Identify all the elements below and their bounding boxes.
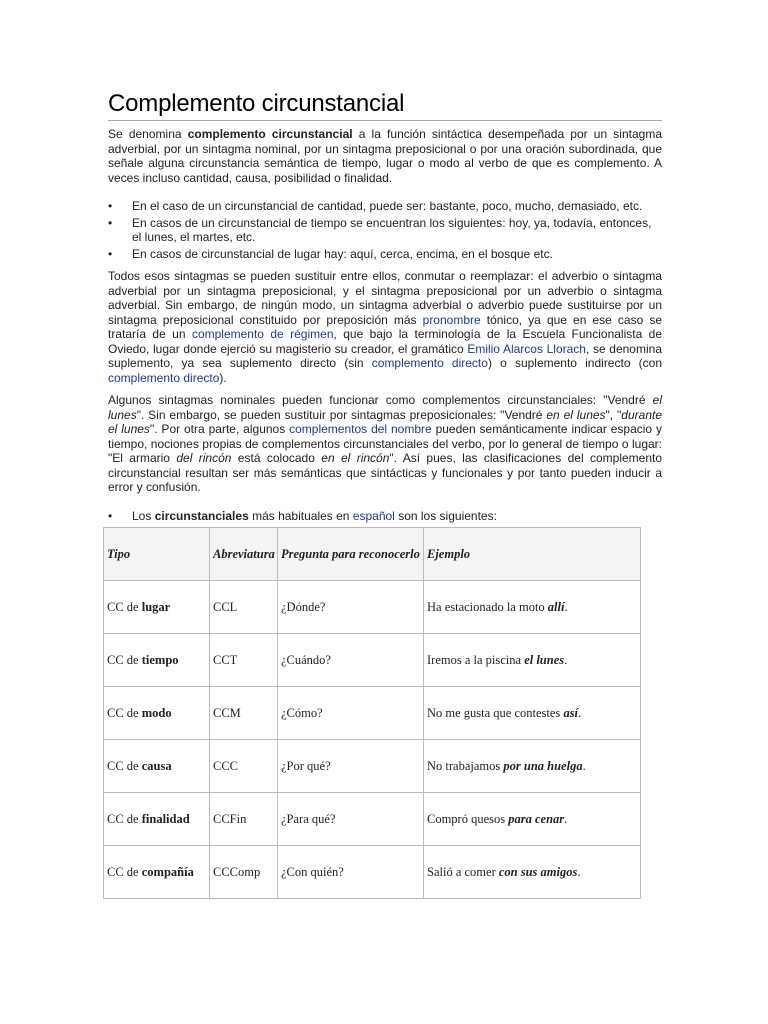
- tipo-name: compañía: [141, 864, 194, 879]
- intro-bold-term: complemento circunstancial: [187, 127, 353, 141]
- intro-paragraph: [108, 127, 662, 185]
- header-tipo: Tipo: [104, 528, 210, 581]
- para3-text: Algunos sintagmas nominales pueden funcionar como complementos circunstanciales: "Vendré: [108, 393, 653, 407]
- table-row: [104, 793, 641, 846]
- para3-italic: en el rincón: [321, 451, 390, 465]
- table-row: [104, 740, 641, 793]
- cell-tipo: [104, 634, 210, 687]
- bullet-bold: circunstanciales: [154, 508, 249, 523]
- header-abreviatura: Abreviatura: [210, 528, 278, 581]
- table-row: [104, 846, 641, 899]
- example-text: Salió a comer: [427, 864, 499, 879]
- table-header-row: [104, 528, 641, 581]
- example-highlight: allí: [547, 599, 565, 614]
- example-text: No me gusta que contestes: [427, 705, 564, 720]
- example-end: .: [564, 652, 568, 667]
- link-complemento-directo[interactable]: complemento directo: [371, 356, 488, 370]
- link-complemento-regimen[interactable]: complemento de régimen: [191, 327, 334, 341]
- tipo-prefix: CC de: [107, 705, 142, 720]
- table-row: [104, 687, 641, 740]
- para3-text: ", ": [605, 407, 622, 422]
- list-item: • En casos de un circunstancial de tiempo se encuentran los siguientes: hoy, ya, todavía, entonces, el lunes, el martes, etc.: [108, 216, 662, 245]
- table-row: [104, 634, 641, 687]
- example-text: No trabajamos: [427, 758, 504, 773]
- cell-example: [424, 687, 641, 740]
- para3-italic: del rincón: [176, 451, 232, 465]
- nominal-phrases-paragraph: [108, 393, 662, 495]
- bullet-text: son los siguientes:: [394, 508, 497, 523]
- cell-example: [424, 740, 641, 793]
- para3-text: ". Así pues, las clasificaciones del complemento circunstancial resultan ser más semánticas que sintácticas y funcionales y por tanto pueden inducir a error y confusión.: [108, 451, 663, 494]
- cell-question: ¿Cómo?: [278, 687, 424, 740]
- list-item: • En casos de circunstancial de lugar hay: aquí, cerca, encima, en el bosque etc.: [108, 247, 662, 262]
- example-end: .: [564, 599, 568, 614]
- substitution-paragraph: [108, 269, 662, 385]
- cell-abbr: CCT: [210, 634, 278, 687]
- cell-tipo: [104, 581, 210, 634]
- list-item: [108, 509, 662, 524]
- example-end: .: [564, 811, 568, 826]
- cell-question: ¿Para qué?: [278, 793, 424, 846]
- page-title: Complemento circunstancial: [108, 90, 662, 121]
- para3-text: ". Por otra parte, algunos: [149, 422, 290, 436]
- bullet-text: más habituales en: [248, 508, 353, 523]
- example-highlight: con sus amigos: [498, 864, 578, 879]
- para3-italic: el lunes: [108, 393, 662, 422]
- circumstantial-table: [103, 527, 641, 899]
- intro-text-1: Se denomina: [108, 127, 188, 141]
- tipo-name: causa: [141, 758, 172, 773]
- para2-text: ).: [219, 370, 227, 385]
- tipo-prefix: CC de: [107, 599, 142, 614]
- para2-text: , que bajo la terminología de la Escuela Funcionalista de Oviedo, lugar donde ejerció su magisterio su creador, el gramático: [108, 327, 663, 356]
- cell-example: [424, 846, 641, 899]
- example-highlight: el lunes: [524, 652, 565, 667]
- cell-abbr: CCM: [210, 687, 278, 740]
- header-ejemplo: Ejemplo: [424, 528, 641, 581]
- cell-tipo: [104, 793, 210, 846]
- tipo-name: finalidad: [141, 811, 190, 826]
- cell-question: ¿Cuándo?: [278, 634, 424, 687]
- link-espanol[interactable]: español: [352, 508, 395, 523]
- cell-abbr: CCFin: [210, 793, 278, 846]
- link-emilio-alarcos-llorach[interactable]: Emilio Alarcos Llorach: [467, 341, 586, 356]
- examples-list: [108, 199, 662, 261]
- example-highlight: para cenar: [508, 811, 565, 826]
- para2-text: tónico, ya que en ese caso se trataría de un: [108, 312, 662, 341]
- tipo-name: lugar: [141, 599, 171, 614]
- tipo-name: tiempo: [141, 652, 179, 667]
- intro-text-2: a la función sintáctica desempeñada por un sintagma adverbial, por un sintagma nominal, por un sintagma preposicional o por una oración subordinada, que señale alguna circunstancia semántica de tiempo, lugar o modo al verbo de que es complemento. A veces incluso cantidad, causa, posibilidad o finalidad.: [108, 127, 662, 185]
- cell-question: ¿Por qué?: [278, 740, 424, 793]
- cell-question: ¿Dónde?: [278, 581, 424, 634]
- para3-text: pueden semánticamente indicar espacio y tiempo, nociones propias de complementos circunstanciales del verbo, por lo general de tiempo o lugar: "El armario: [108, 422, 662, 465]
- link-pronombre[interactable]: pronombre: [422, 312, 481, 327]
- example-end: .: [578, 705, 582, 720]
- para2-text: Todos esos sintagmas se pueden sustituir entre ellos, conmutar o reemplazar: el adverbio o sintagma adverbial por un sintagma preposicional, y el sintagma preposicional por un adverbio o sintagma adverbial. Sin embargo, de ningún modo, un sintagma adverbial o adverbio puede sustituirse por un sintagma preposicional constituido por preposición más: [108, 269, 662, 327]
- cell-question: ¿Con quién?: [278, 846, 424, 899]
- example-text: Ha estacionado la moto: [427, 599, 548, 614]
- list-item: • En el caso de un circunstancial de cantidad, puede ser: bastante, poco, mucho, demasiado, etc.: [108, 199, 662, 214]
- table-row: [104, 581, 641, 634]
- bullet-text: Los: [132, 508, 155, 523]
- document-page: [108, 90, 662, 899]
- example-end: .: [582, 758, 586, 773]
- cell-abbr: CCL: [210, 581, 278, 634]
- cell-abbr: CCComp: [210, 846, 278, 899]
- cell-tipo: [104, 687, 210, 740]
- tipo-prefix: CC de: [107, 652, 142, 667]
- cell-example: [424, 581, 641, 634]
- cell-tipo: [104, 846, 210, 899]
- example-highlight: por una huelga: [503, 758, 583, 773]
- cell-abbr: CCC: [210, 740, 278, 793]
- para2-text: , se denomina suplemento, ya sea suplemento directo (sin: [108, 341, 662, 370]
- header-pregunta: Pregunta para reconocerlo: [278, 528, 424, 581]
- example-text: Iremos a la piscina: [427, 652, 525, 667]
- tipo-prefix: CC de: [107, 758, 142, 773]
- tipo-prefix: CC de: [107, 811, 142, 826]
- example-text: Compró quesos: [427, 811, 509, 826]
- cell-example: [424, 793, 641, 846]
- table-intro-list: [108, 509, 662, 524]
- link-complemento-directo-2[interactable]: complemento directo: [108, 370, 220, 385]
- para3-italic: en el lunes: [546, 407, 606, 422]
- para3-text: está colocado: [231, 451, 322, 465]
- para3-italic: durante el lunes: [108, 407, 662, 436]
- link-complementos-del-nombre[interactable]: complementos del nombre: [289, 422, 432, 436]
- cell-tipo: [104, 740, 210, 793]
- cell-example: [424, 634, 641, 687]
- tipo-prefix: CC de: [107, 864, 142, 879]
- example-end: .: [577, 864, 581, 879]
- tipo-name: modo: [141, 705, 172, 720]
- para2-text: ) o suplemento indirecto (con: [487, 356, 662, 370]
- example-highlight: así: [563, 705, 579, 720]
- para3-text: ". Sin embargo, se pueden sustituir por sintagmas preposicionales: "Vendré: [136, 407, 547, 422]
